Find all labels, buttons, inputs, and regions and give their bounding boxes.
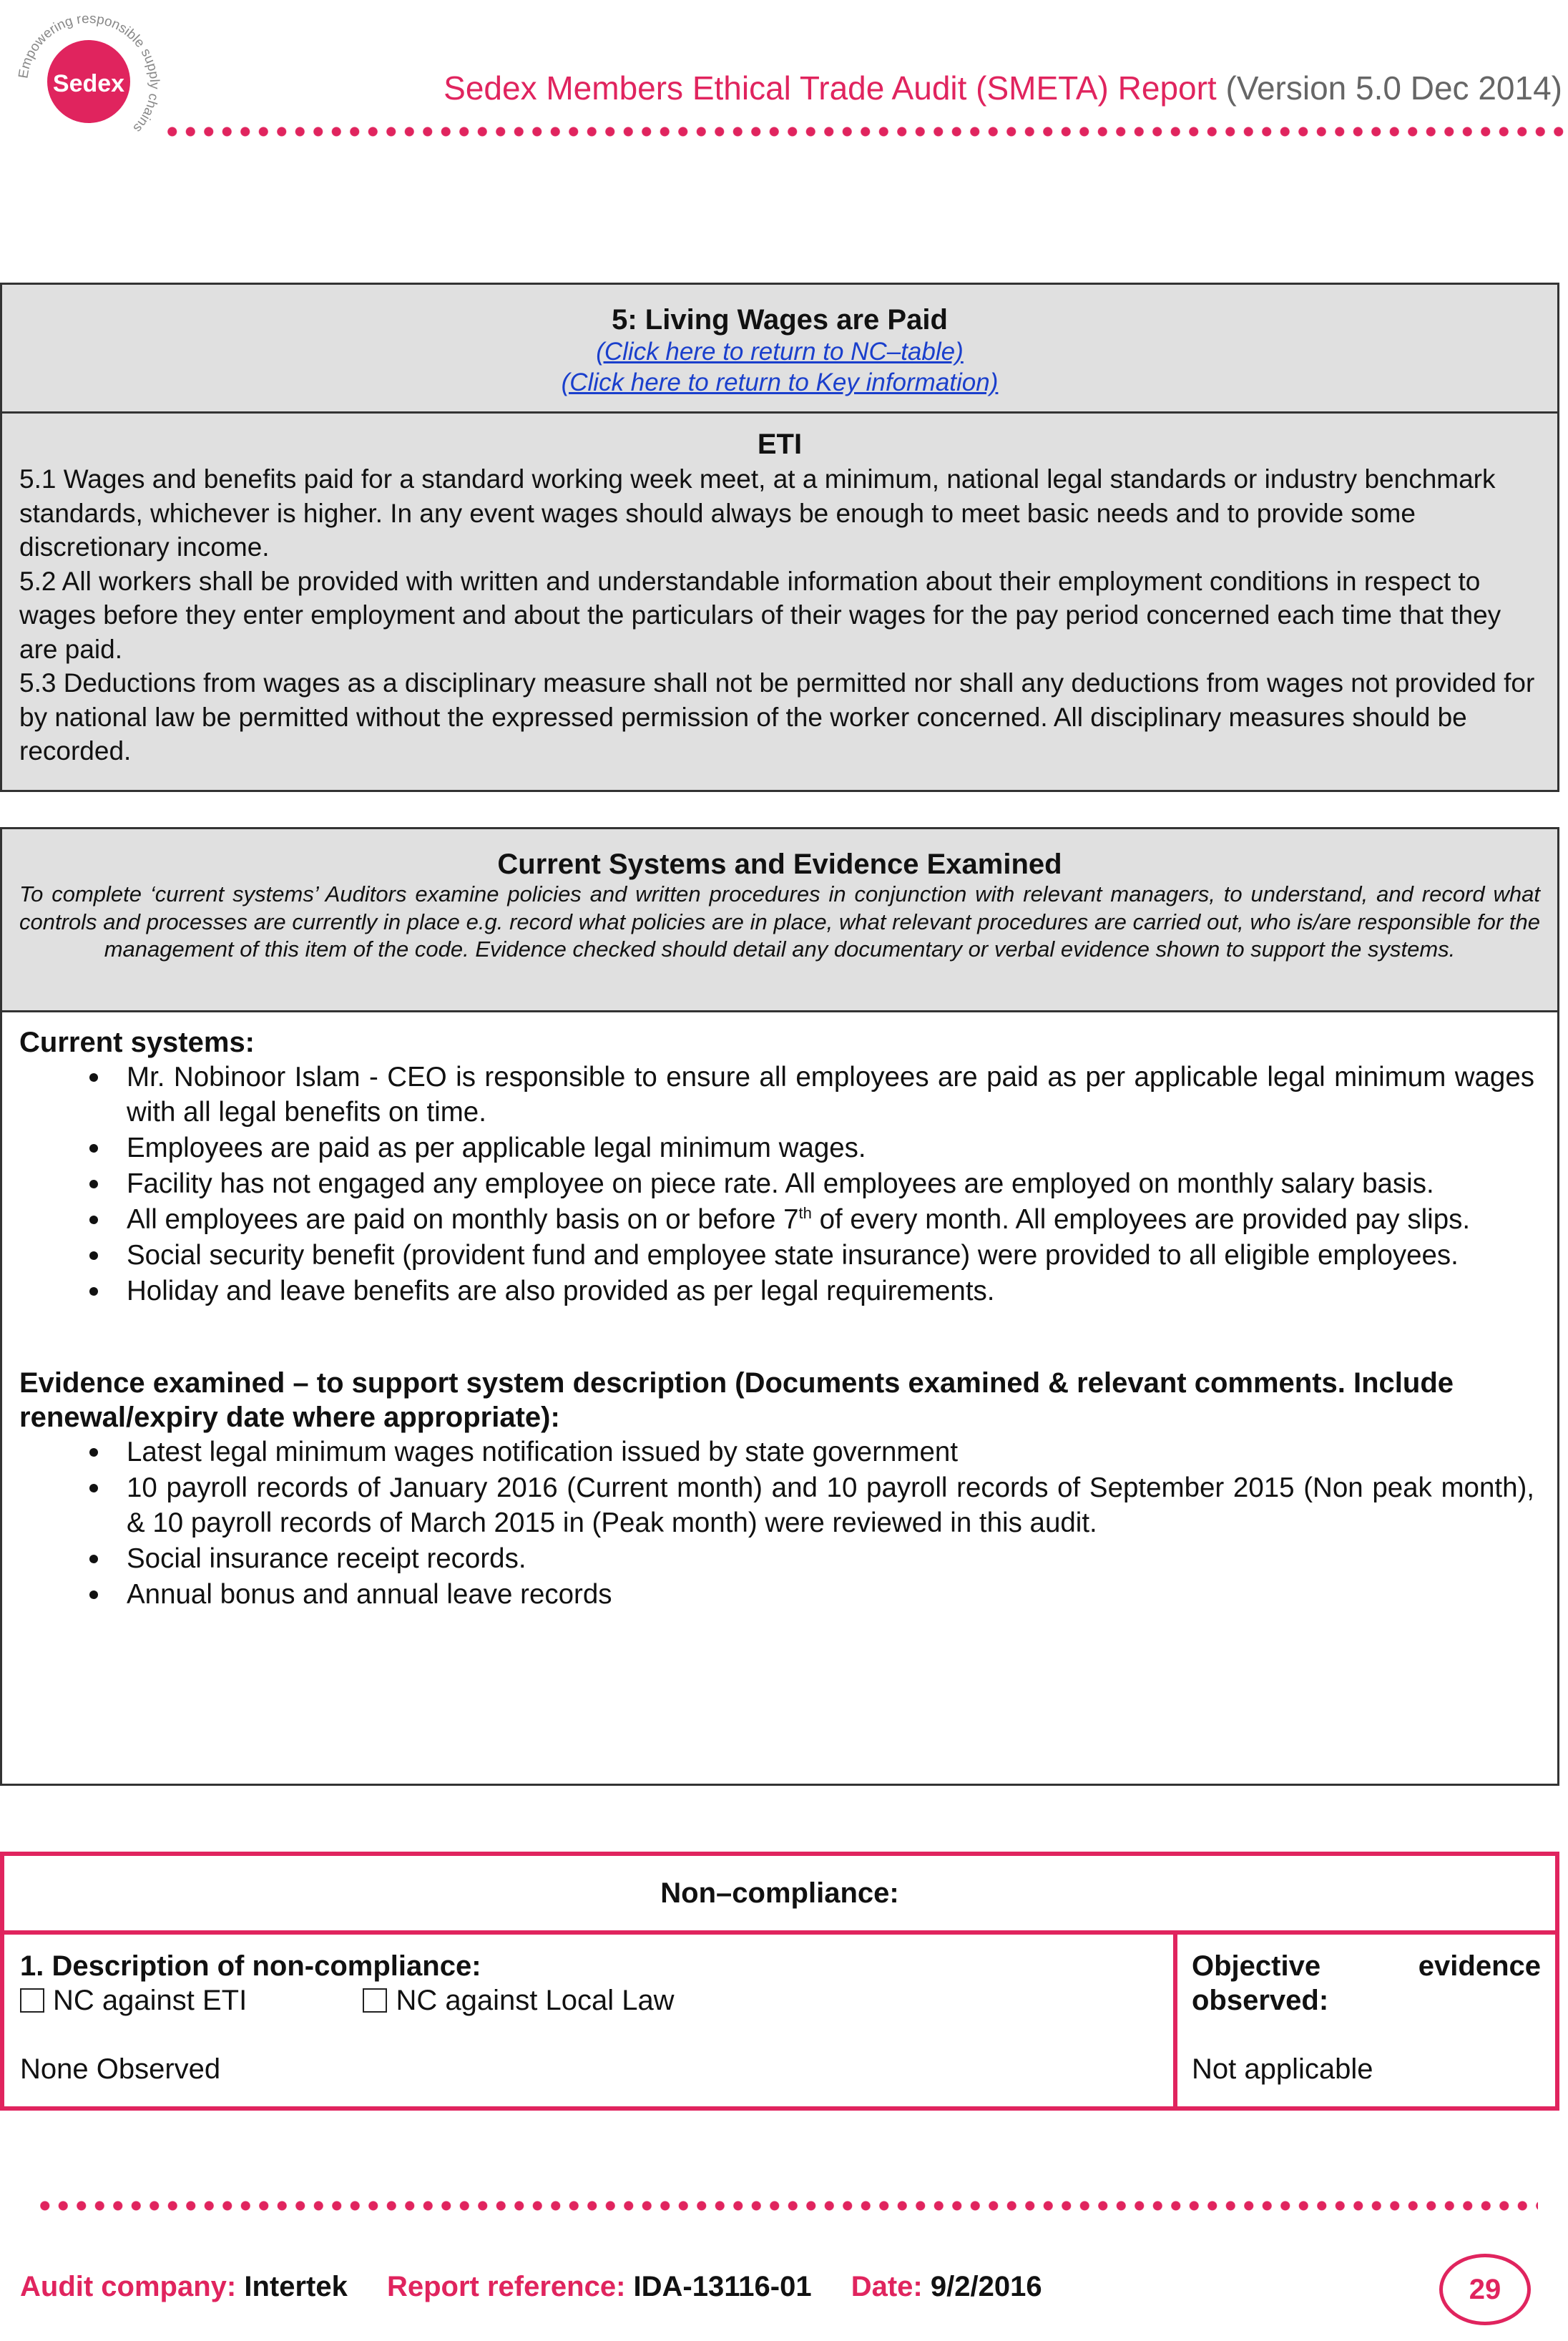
non-compliance-row (4, 1935, 1555, 2106)
sedex-logo (6, 1, 172, 167)
bullet-icon (89, 1484, 98, 1492)
date-label: Date: (851, 2271, 923, 2302)
audit-company-label: Audit company: (20, 2271, 237, 2302)
logo-wordmark: Sedex (52, 70, 125, 97)
current-systems-body (2, 1012, 1557, 1612)
return-to-key-info-link[interactable]: (Click here to return to Key information) (561, 368, 999, 396)
eti-clauses (2, 414, 1557, 768)
nc-against-local-law-label: NC against Local Law (396, 1985, 675, 2016)
section-5-title: 5: Living Wages are Paid (612, 304, 948, 336)
objective-evidence-value: Not applicable (1192, 2053, 1373, 2085)
nc-against-eti-label: NC against ETI (53, 1985, 248, 2016)
footer-info (20, 2271, 1074, 2303)
report-version: (Version 5.0 Dec 2014) (1225, 69, 1562, 107)
bullet-icon (89, 1144, 98, 1153)
section-5-box (0, 283, 1559, 792)
current-systems-heading: Current systems: (19, 1027, 255, 1058)
current-systems-title: Current Systems and Evidence Examined (497, 849, 1062, 880)
logo-tagline: Empowering responsible supply chains (16, 11, 162, 136)
non-compliance-heading: Non–compliance: (4, 1856, 1555, 1935)
current-systems-header (2, 829, 1557, 1012)
objective-evidence-cell (1177, 1935, 1555, 2106)
sedex-logo-graphic (6, 1, 172, 167)
evidence-heading: Evidence examined – to support system description (Documents examined & relevant comments. Include renewal/expiry date where appropriate): (19, 1367, 1454, 1433)
non-compliance-box (0, 1852, 1559, 2111)
list-item: Mr. Nobinoor Islam - CEO is responsible to ensure all employees are paid as per applicable legal minimum wages with all legal benefits on time. (19, 1060, 1540, 1130)
footer-dot-divider (36, 2200, 1538, 2212)
bullet-icon (89, 1287, 98, 1296)
list-item: Social insurance receipt records. (19, 1541, 1540, 1576)
report-header-title (444, 69, 1562, 107)
header-dot-divider (163, 126, 1565, 137)
nc-description-label: 1. Description of non-compliance: (20, 1950, 481, 1982)
section-5-header (2, 285, 1557, 414)
list-item: Employees are paid as per applicable legal minimum wages. (19, 1130, 1540, 1165)
list-item: Annual bonus and annual leave records (19, 1577, 1540, 1612)
nc-against-eti-checkbox[interactable] (20, 1988, 44, 2013)
eti-clause-5-3: 5.3 Deductions from wages as a disciplinary measure shall not be permitted nor shall any deductions from wages not provided for by national law be permitted without the expressed permission of the worker concerned. All disciplinary measures should be recorded. (19, 668, 1535, 766)
list-item: Facility has not engaged any employee on piece rate. All employees are employed on monthly salary basis. (19, 1166, 1540, 1201)
eti-heading: ETI (757, 429, 803, 460)
nc-description-value: None Observed (20, 2053, 221, 2085)
bullet-icon (89, 1251, 98, 1260)
return-to-nc-table-link[interactable]: (Click here to return to NC–table) (596, 338, 964, 366)
report-reference-value: IDA-13116-01 (633, 2271, 812, 2302)
objective-evidence-label: Objective evidence (1192, 1950, 1541, 1982)
nc-against-local-law-checkbox[interactable] (363, 1988, 387, 2013)
current-systems-list (19, 1060, 1540, 1309)
evidence-list (19, 1435, 1540, 1612)
list-item: 10 payroll records of January 2016 (Current month) and 10 payroll records of September 2015 (Non peak month), & 10 payroll records of March 2015 in (Peak month) were reviewed in this audit. (19, 1470, 1540, 1540)
date-value: 9/2/2016 (930, 2271, 1042, 2302)
report-reference-label: Report reference: (386, 2271, 626, 2302)
list-item: Social security benefit (provident fund and employee state insurance) were provided to all eligible employees. (19, 1238, 1540, 1273)
bullet-icon (89, 1073, 98, 1082)
bullet-icon (89, 1555, 98, 1563)
objective-evidence-label-cont: observed: (1192, 1985, 1329, 2016)
page-number: 29 (1439, 2254, 1531, 2325)
list-item: Holiday and leave benefits are also provided as per legal requirements. (19, 1274, 1540, 1309)
bullet-icon (89, 1448, 98, 1457)
audit-company-value: Intertek (244, 2271, 348, 2302)
eti-clause-5-1: 5.1 Wages and benefits paid for a standard working week meet, at a minimum, national legal standards or industry benchmark standards, whichever is higher. In any event wages should always be enough to meet basic needs and to provide some discretionary income. (19, 464, 1496, 562)
bullet-icon (89, 1590, 98, 1599)
current-systems-box (0, 827, 1559, 1786)
eti-clause-5-2: 5.2 All workers shall be provided with written and understandable information about their employment conditions in respect to wages before they enter employment and about the particulars of their wages for the pay period concerned each time that they are paid. (19, 566, 1501, 664)
list-item: Latest legal minimum wages notification issued by state government (19, 1435, 1540, 1470)
bullet-icon (89, 1216, 98, 1224)
nc-description-cell (4, 1935, 1177, 2106)
list-item: All employees are paid on monthly basis on or before 7th of every month. All employees are provided pay slips. (19, 1202, 1540, 1237)
bullet-icon (89, 1180, 98, 1188)
nc-checkbox-row (20, 1983, 1159, 2018)
current-systems-instructions: To complete ‘current systems’ Auditors examine policies and written procedures in conjunction with relevant managers, to understand, and record what controls and processes are currently in place e.g. record what policies are in place, what relevant procedures are carried out, who is/are responsible for the management of this item of the code. Evidence checked should detail any documentary or verbal evidence shown to support the systems. (19, 881, 1540, 962)
report-title: Sedex Members Ethical Trade Audit (SMETA) Report (444, 69, 1217, 107)
